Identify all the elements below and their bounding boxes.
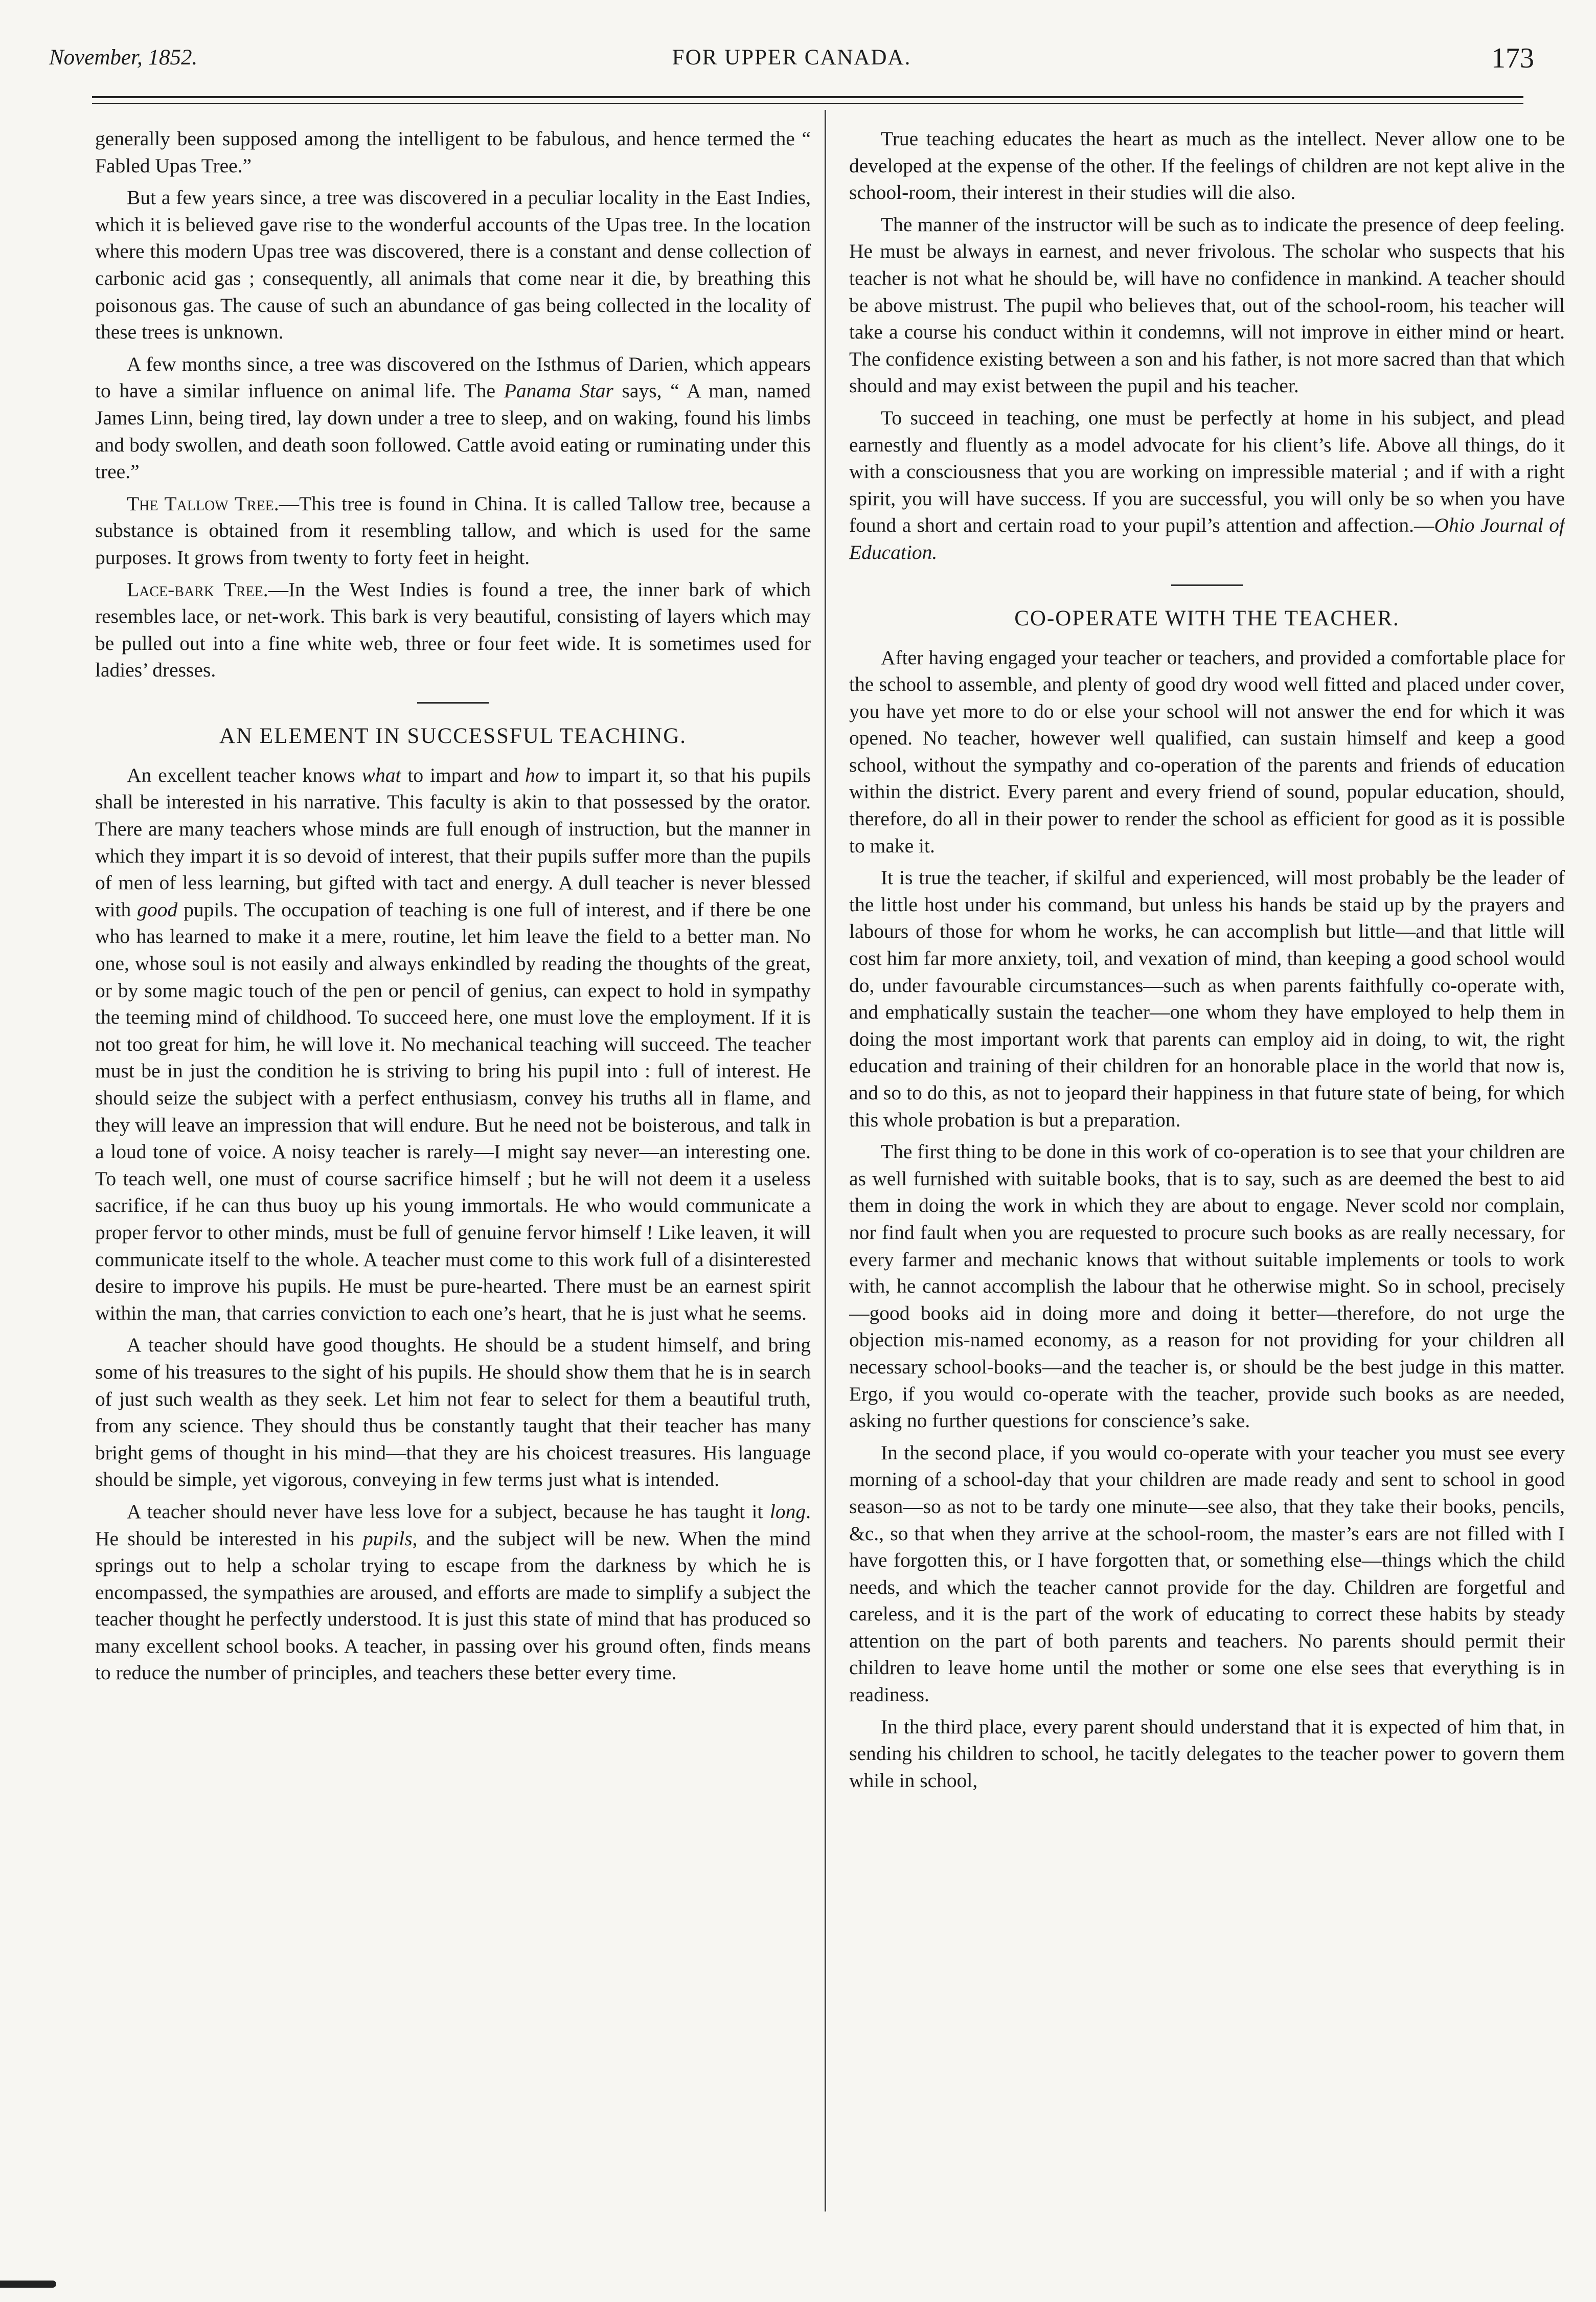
text-run: , and the subject will be new. When the mind springs out to help a scholar trying to escape from the darkness by which he is encompassed, the sympathies are aroused, and efforts are made to simplify a subject the teacher thought he perfectly understood. It is just this state of mind that has produced so many excellent school books. A teacher, in passing over his ground often, finds means to reduce the number of principles, and teachers these better every time. [95,1527,811,1684]
text-run: —This tree is found in China. It is called Tallow tree, because a substance is obtained from it resembling tallow, and which is used for the same purposes. It grows from twenty to forty feet in height. [95,492,811,569]
source-citation: Ohio Journal of Education. [849,514,1565,563]
left-column [95,125,811,2196]
newspaper-title: Panama Star [504,379,613,402]
article-heading: CO-OPERATE WITH THE TEACHER. [1014,606,1400,630]
text-run: An excellent teacher knows [127,763,362,786]
paragraph: generally been supposed among the intelligent to be fabulous, and hence termed the “ Fabled Upas Tree.” [95,127,811,177]
right-column [849,125,1565,2196]
text-run: says, “ A man, named James Linn, being tired, lay down under a tree to sleep, and on waking, found his limbs and body swollen, and death soon followed. Cattle avoid eating or ruminating under this tree.” [95,379,811,483]
paragraph: After having engaged your teacher or teachers, and provided a comfortable place for the school to assemble, and plenty of good dry wood well fitted and placed under cover, you have yet more to do or else your school will not answer the end for which it was opened. No teacher, however well qualified, can sustain himself and keep a good school, without the sympathy and co-operation of the parents and friends of education within the district. Every parent and every friend of sound, popular education, should, therefore, do all in their power to render the school as efficient for good as it is possible to make it. [849,646,1565,857]
paragraph [849,404,1565,566]
paragraph [95,762,811,1326]
paragraph: The manner of the instructor will be such as to indicate the presence of deep feeling. He must be always in earnest, and never frivolous. The scholar who suspects that his teacher is not what he should be, will have no confidence in mankind. A teacher should be above mistrust. The pupil who believes that, out of the school-room, his teacher will take a course his conduct within it condemns, will not improve in either mind or heart. The confidence existing between a son and his father, is not more sacred than that which should and may exist between the pupil and his teacher. [849,213,1565,397]
paragraph: A teacher should have good thoughts. He should be a student himself, and bring some of his treasures to the sight of his pupils. He should show them that he is in search of just such wealth as they seek. Let him not fear to select for them a beautiful truth, from any science. They should thus be constantly taught that their teacher has many bright gems of thought in his mind—that they are his choicest treasures. His language should be simple, yet vigorous, conveying in few terms just what is intended. [95,1334,811,1491]
text-run: to impart it, so that his pupils shall be interested in his narrative. This faculty is akin to that possessed by the orator. There are many teachers whose minds are full enough of instruction, but the manner in which they impart it is so devoid of interest, that their pupils suffer more than the pupils of men of less learning, but gifted with tact and energy. A dull teacher is never blessed with [95,763,811,921]
paragraph: True teaching educates the heart as much as the intellect. Never allow one to be developed at the expense of the other. If the feelings of children are not kept alive in the school-room, their interest in their studies will die also. [849,127,1565,204]
text-run: To succeed in teaching, one must be perfectly at home in his subject, and plead earnestly and fluently as a model advocate for his client’s life. Above all things, do it with a consciousness that you are working on impressible material ; and if with a right spirit, you will have success. If you are successful, you will only be so when you have found a short and certain road to your pupil’s attention and affection.— [849,406,1565,537]
header-rule [92,96,1523,98]
paragraph: It is true the teacher, if skilful and experienced, will most probably be the leader of the little host under his command, but unless his hands be staid up by the prayers and labours of those for whom he works, he can accomplish but little—and that little will cost him far more anxiety, toil, and vexation of mind, than keeping a good school would do, under favourable circumstances—such as when parents faithfully co-operate with, and emphatically sustain the teacher—one whom they have employed to help them in doing the most important work that parents can employ aid in doing, to wit, the right education and training of their children for an honorable place in the world that now is, and so to do this, as not to jeopard their happiness in that future state of being, for which this whole probation is but a preparation. [849,866,1565,1131]
paragraph: The first thing to be done in this work of co-operation is to see that your children are as well furnished with suitable books, that is to say, such as are deemed the best to aid them in doing the work in which they are about to engage. Never scold nor complain, nor find fault when you are requested to procure such books as are really necessary, for every farmer and mechanic knows that without suitable implements or tools to work with, he cannot accomplish the labour that he otherwise might. So in school, precisely —good books aid in doing more and doing it better—therefore, do not urge the objection mis-named economy, as a reason for not providing for your children all necessary school-books—and the teacher is, or should be the best judge in this matter. Ergo, if you would co-operate with the teacher, provide such books as are needed, asking no further questions for conscience’s sake. [849,1140,1565,1432]
section-lead: Lace-bark Tree. [127,578,268,601]
running-title: FOR UPPER CANADA. [672,46,911,70]
column-divider [825,110,826,2211]
paragraph [95,351,811,485]
section-separator [1171,584,1243,586]
page-header [49,42,1534,81]
text-run: to impart and [401,763,526,786]
paragraph [95,490,811,571]
emphasis: pupils [363,1527,413,1550]
emphasis: good [137,898,178,921]
text-run: A teacher should never have less love for a subject, because he has taught it [127,1500,770,1523]
paragraph: In the third place, every parent should understand that it is expected of him that, in sending his children to school, he tacitly delegates to the teacher power to govern them while in school, [849,1715,1565,1792]
text-run: pupils. The occupation of teaching is one full of interest, and if there be one who has learned to make it a mere, routine, let him leave the field to a better man. No one, whose soul is not easily and always enkindled by reading the thoughts of the great, or by some magic touch of the pen or pencil of genius, can expect to hold in sympathy the teeming mind of childhood. To succeed here, one must love the employment. If it is not too great for him, he will love it. No mechanical teaching will succeed. The teacher must be in just the condition he is striving to bring his pupil into : full of interest. He should seize the subject with a perfect enthusiasm, convey his truths all in flame, and they will leave an impression that will endure. But he need not be boisterous, and talk in a loud tone of voice. A noisy teacher is rarely—I might say never—an interesting one. To teach well, one must of course sacrifice himself ; but he will not deem it a useless sacrifice, if he can thus buoy up his young immortals. He who would communicate a proper fervor to other minds, must be full of genuine fervor himself ! Like leaven, it will communicate itself to the whole. A teacher must come to this work full of a disinterested desire to improve his pupils. He must be pure-hearted. There must be an earnest spirit within the man, that carries conviction to each one’s heart, that he is just what he seems. [95,898,811,1324]
text-run: A few months since, a tree was discovered on the Isthmus of Darien, which appears to have a similar influence on animal life. The [95,352,811,402]
text-run: . He should be interested in his [95,1500,811,1550]
paragraph: In the second place, if you would co-operate with your teacher you must see every morning of a school-day that your children are made ready and sent to school in good season—so as not to be tardy one minute—see also, that they take their books, pencils, &c., so that when they arrive at the school-room, the master’s ears are not filled with I have forgotten this, or I have forgotten that, or something else—things which the child needs, and which the teacher cannot provide for the day. Children are forgetful and careless, and it is the part of the work of educating to correct these habits by steady attention on the part of both parents and teachers. No parents should permit their children to leave home until the mother or some one else sees that everything is in readiness. [849,1441,1565,1706]
section-separator [417,702,489,704]
emphasis: what [361,763,401,786]
header-rule-thin [92,103,1523,104]
paragraph [95,576,811,684]
emphasis: how [525,763,559,786]
page-edge-mark [0,2281,56,2288]
paragraph: But a few years since, a tree was discovered in a peculiar locality in the East Indies, which it is believed gave rise to the wonderful accounts of the Upas tree. In the location where this modern Upas tree was discovered, there is a constant and dense collection of carbonic acid gas ; consequently, all animals that come near it die, by breathing this poisonous gas. The cause of such an abundance of gas being collected in the locality of these trees is unknown. [95,186,811,344]
page-number: 173 [1491,42,1534,74]
article-heading: AN ELEMENT IN SUCCESSFUL TEACHING. [219,724,687,748]
emphasis: long [769,1500,806,1523]
paragraph [95,1498,811,1686]
section-lead: The Tallow Tree. [127,492,279,515]
text-run: —In the West Indies is found a tree, the inner bark of which resembles lace, or net-work. This bark is very beautiful, consisting of layers which may be pulled out into a fine white web, three or four feet wide. It is sometimes used for ladies’ dresses. [95,578,811,682]
issue-date: November, 1852. [49,46,198,70]
